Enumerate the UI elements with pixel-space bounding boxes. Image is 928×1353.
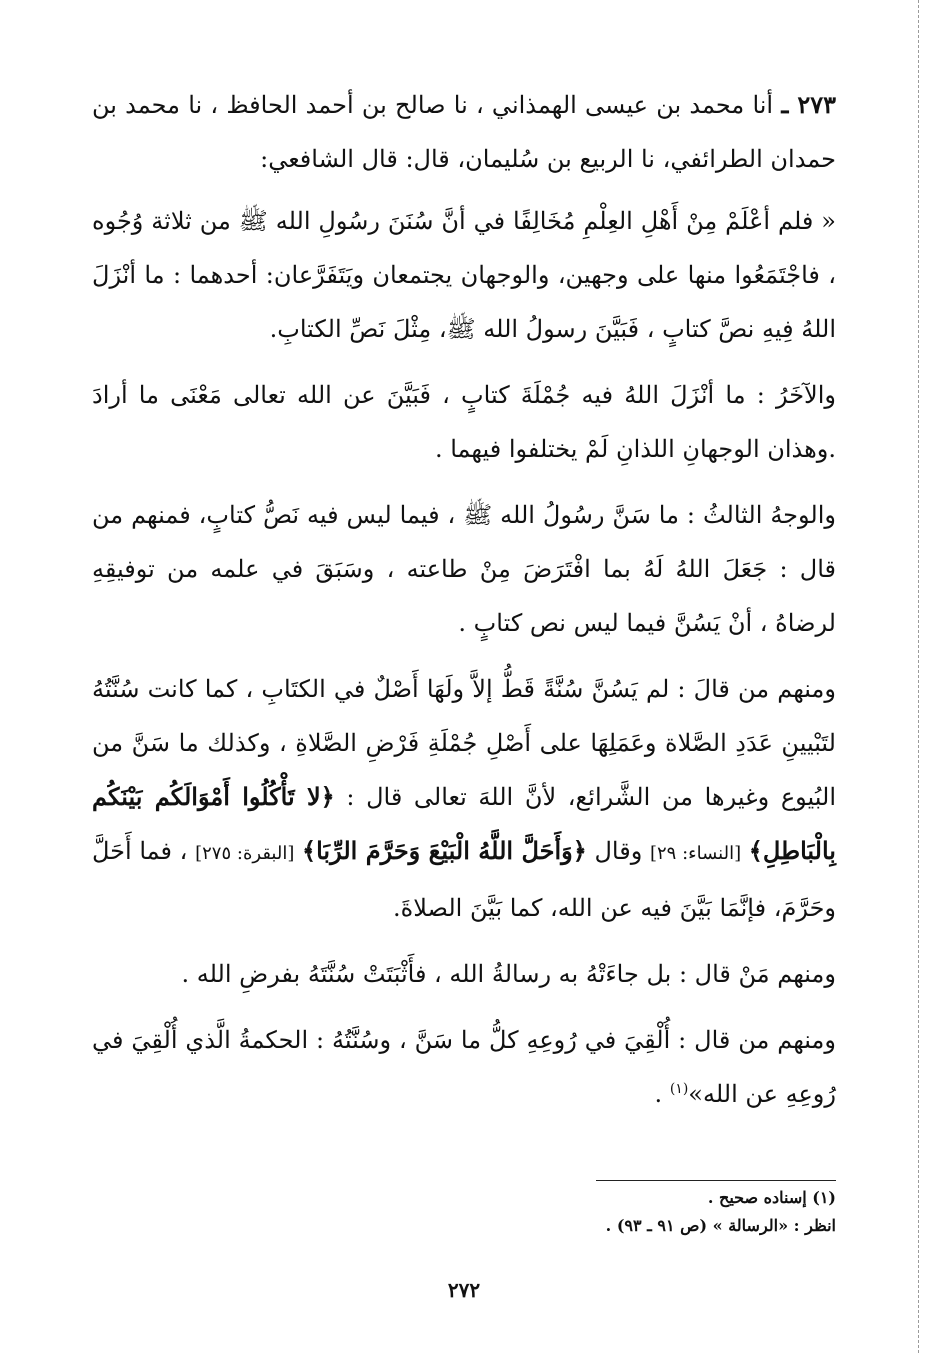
isnad-paragraph [92,78,836,186]
paragraph-4-mid: وقال [594,837,643,865]
paragraph-3: والوجهُ الثالثُ : ما سَنَّ رسُولُ الله ﷺ ، فيما ليس فيه نَصُّ كتابٍ، فمنهم من قال : جَعَلَ اللهُ لَهُ بما افْتَرَضَ مِنْ طاعته ، وسَبَقَ في علمه من توفيقِهِ لرضاهُ ، أنْ يَسُنَّ فيما ليس نص كتابٍ . [92,501,837,637]
paragraph-6-end: . [654,1080,663,1108]
paragraph-6-text: ومنهم من قال : أُلْقِيَ في رُوعِهِ كلُّ ما سَنَّ ، وسُنَّتُهُ : الحكمةُ الَّذي أُلْقِيَ في رُوعِهِ عن الله» [92,1026,836,1108]
footnote-divider [596,1180,836,1181]
footnote-marker: (١) [669,1081,689,1097]
paragraph-5: ومنهم مَنْ قال : بل جاءَتْهُ به رسالةُ الله ، فأَثْبَتَتْ سُنَّتَهُ بفرضِ الله . [181,960,836,988]
page-number: ٢٧٢ [447,1278,481,1302]
footnote-2: انظر : «الرسالة » (ص ٩١ ـ ٩٣) . [605,1216,836,1235]
verse-ref-1: [النساء: ٢٩] [649,843,742,864]
main-text [92,78,836,1133]
quran-verse-2: ﴿وَأَحَلَّ اللَّهُ الْبَيْعَ وَحَرَّمَ الرِّبَا﴾ [302,836,587,865]
paragraph-4 [92,662,836,935]
paragraph-6 [92,1013,836,1121]
paragraph-4-start: ومنهم من قالَ : لم يَسُنَّ سُنَّةً قَطُّ إلاَّ ولَهَا أَصْلٌ في الكتَابِ ، كما كانت سُنَّتُهُ لتَبْيينِ عَدَدِ الصَّلاة وعَمَلِهَا على أَصْلِ جُمْلَةِ فَرْضِ الصَّلاةِ ، وكذلك ما سَنَّ من البُيوع وغيرها من الشَّرائع، لأنَّ اللهَ تعالى قال : [92,675,836,811]
footnotes [92,1184,836,1240]
paragraph-1: « فلم أعْلَمْ مِنْ أَهْلِ العِلْمِ مُخَالِفًا في أنَّ سُنَنَ رسُولِ الله ﷺ من ثلاثة وُجُوه ، فاجْتَمَعُوا منها على وجهين، والوجهان يجتمعان ويَتَفَرَّعان: أحدهما : ما أنْزَلَ اللهُ فِيهِ نصَّ كتابٍ ، فَبَيَّنَ رسولُ الله ﷺ، مِثْلَ نَصِّ الكتابِ. [92,207,836,343]
hadith-number: ٢٧٣ ـ [781,90,836,119]
footnote-1: (١) إسناده صحيح . [707,1188,836,1207]
verse-ref-2: [البقرة: ٢٧٥] [195,843,295,864]
paragraph-2: والآخَرُ : ما أنْزَلَ اللهُ فيه جُمْلَةَ كتابٍ ، فَبَيَّنَ عن الله تعالى مَعْنَى ما أرادَ .وهذان الوجهانِ اللذانِ لَمْ يختلفوا فيهما . [92,381,836,463]
scan-edge-line [918,0,920,1353]
quran-verse-1: ﴿لا تَأْكُلُوا أَمْوَالَكُم بَيْنَكُم بِالْبَاطِلِ﴾ [92,782,836,865]
isnad-text: أنا محمد بن عيسى الهمذاني ، نا صالح بن أحمد الحافظ ، نا محمد بن حمدان الطرائفي، نا الربيع بن سُليمان، قال: قال الشافعي: [92,91,836,173]
paragraph-4-end: ، فما أَحَلَّ وحَرَّمَ، فإنَّمَا بَيَّنَ فيه عن الله، كما بَيَّنَ الصلاةَ. [92,837,836,922]
